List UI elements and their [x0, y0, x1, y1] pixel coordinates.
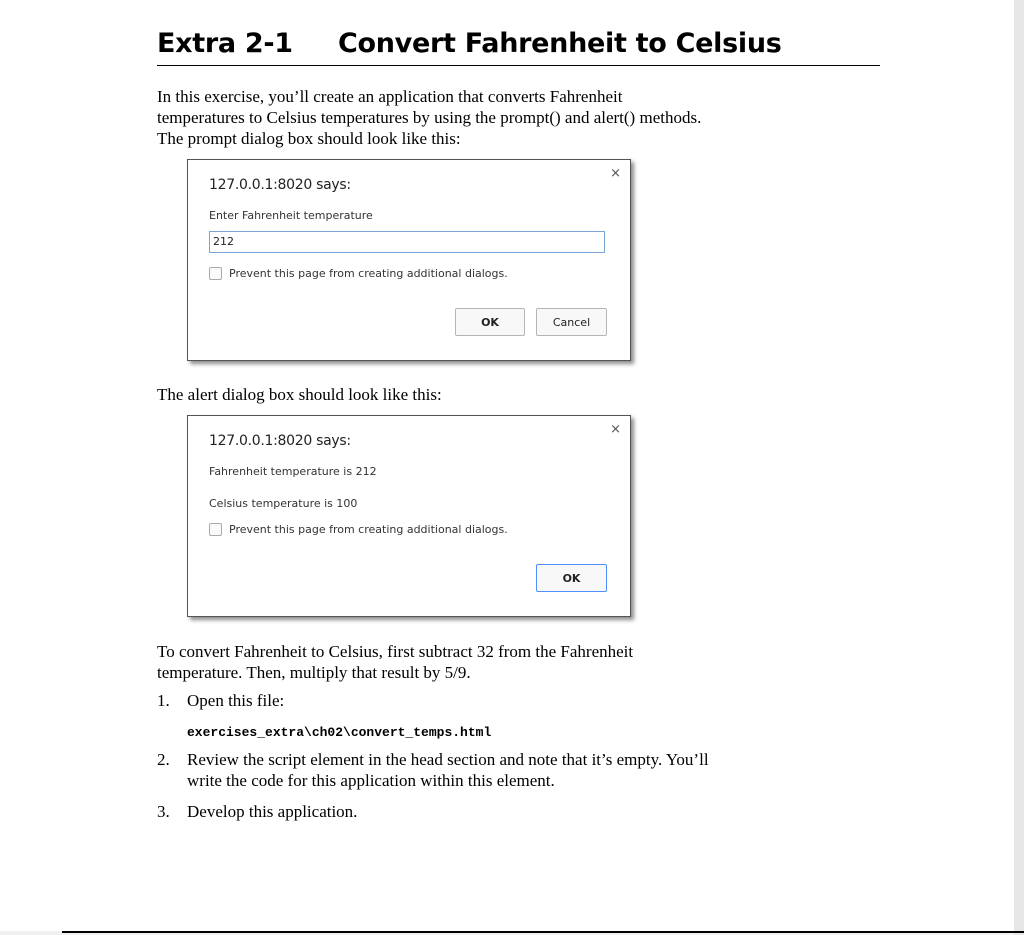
- intro-line: temperatures to Celsius temperatures by using the prompt() and alert() methods.: [157, 108, 702, 127]
- celsius-message: Celsius temperature is 100: [209, 497, 358, 510]
- prevent-dialogs-row[interactable]: [209, 523, 508, 536]
- prevent-dialogs-checkbox[interactable]: [209, 267, 222, 280]
- prevent-dialogs-checkbox[interactable]: [209, 523, 222, 536]
- page-gap: [0, 931, 62, 935]
- step-number: 2.: [157, 750, 170, 769]
- step-text: Open this file:: [187, 691, 285, 710]
- convert-line: temperature. Then, multiply that result by 5/9.: [157, 663, 471, 682]
- heading-rule: [157, 65, 880, 66]
- page-edge: [1014, 0, 1024, 935]
- prevent-dialogs-label: Prevent this page from creating additional dialogs.: [229, 267, 508, 280]
- prevent-dialogs-label: Prevent this page from creating additional dialogs.: [229, 523, 508, 536]
- close-icon[interactable]: ×: [610, 166, 621, 181]
- prompt-dialog: [187, 159, 631, 361]
- cancel-button[interactable]: Cancel: [536, 308, 607, 336]
- intro-line: The prompt dialog box should look like this:: [157, 129, 461, 148]
- ok-button[interactable]: OK: [455, 308, 525, 336]
- alert-intro: The alert dialog box should look like this:: [157, 385, 442, 404]
- step-text: write the code for this application within this element.: [187, 771, 555, 790]
- fahrenheit-message: Fahrenheit temperature is 212: [209, 465, 377, 478]
- exercise-heading: [157, 28, 782, 59]
- alert-dialog: [187, 415, 631, 617]
- exercise-title: Convert Fahrenheit to Celsius: [338, 28, 782, 59]
- prevent-dialogs-row[interactable]: [209, 267, 508, 280]
- close-icon[interactable]: ×: [610, 422, 621, 437]
- intro-paragraph: [157, 86, 701, 149]
- fahrenheit-input[interactable]: 212: [209, 231, 605, 253]
- dialog-title: 127.0.0.1:8020 says:: [209, 433, 351, 449]
- page-bottom-border: [62, 931, 1024, 933]
- step-text: Review the script element in the head section and note that it’s empty. You’ll: [187, 750, 709, 769]
- convert-paragraph: [157, 641, 633, 683]
- convert-line: To convert Fahrenheit to Celsius, first subtract 32 from the Fahrenheit: [157, 642, 634, 661]
- dialog-message: Enter Fahrenheit temperature: [209, 209, 373, 222]
- step-text: Develop this application.: [187, 802, 358, 821]
- dialog-title: 127.0.0.1:8020 says:: [209, 177, 351, 193]
- ok-button[interactable]: OK: [536, 564, 607, 592]
- step-number: 3.: [157, 802, 170, 821]
- exercise-number: Extra 2-1: [157, 28, 293, 59]
- intro-line: In this exercise, you’ll create an application that converts Fahrenheit: [157, 87, 623, 106]
- file-path: exercises_extra\ch02\convert_temps.html: [187, 725, 492, 740]
- step-number: 1.: [157, 691, 170, 710]
